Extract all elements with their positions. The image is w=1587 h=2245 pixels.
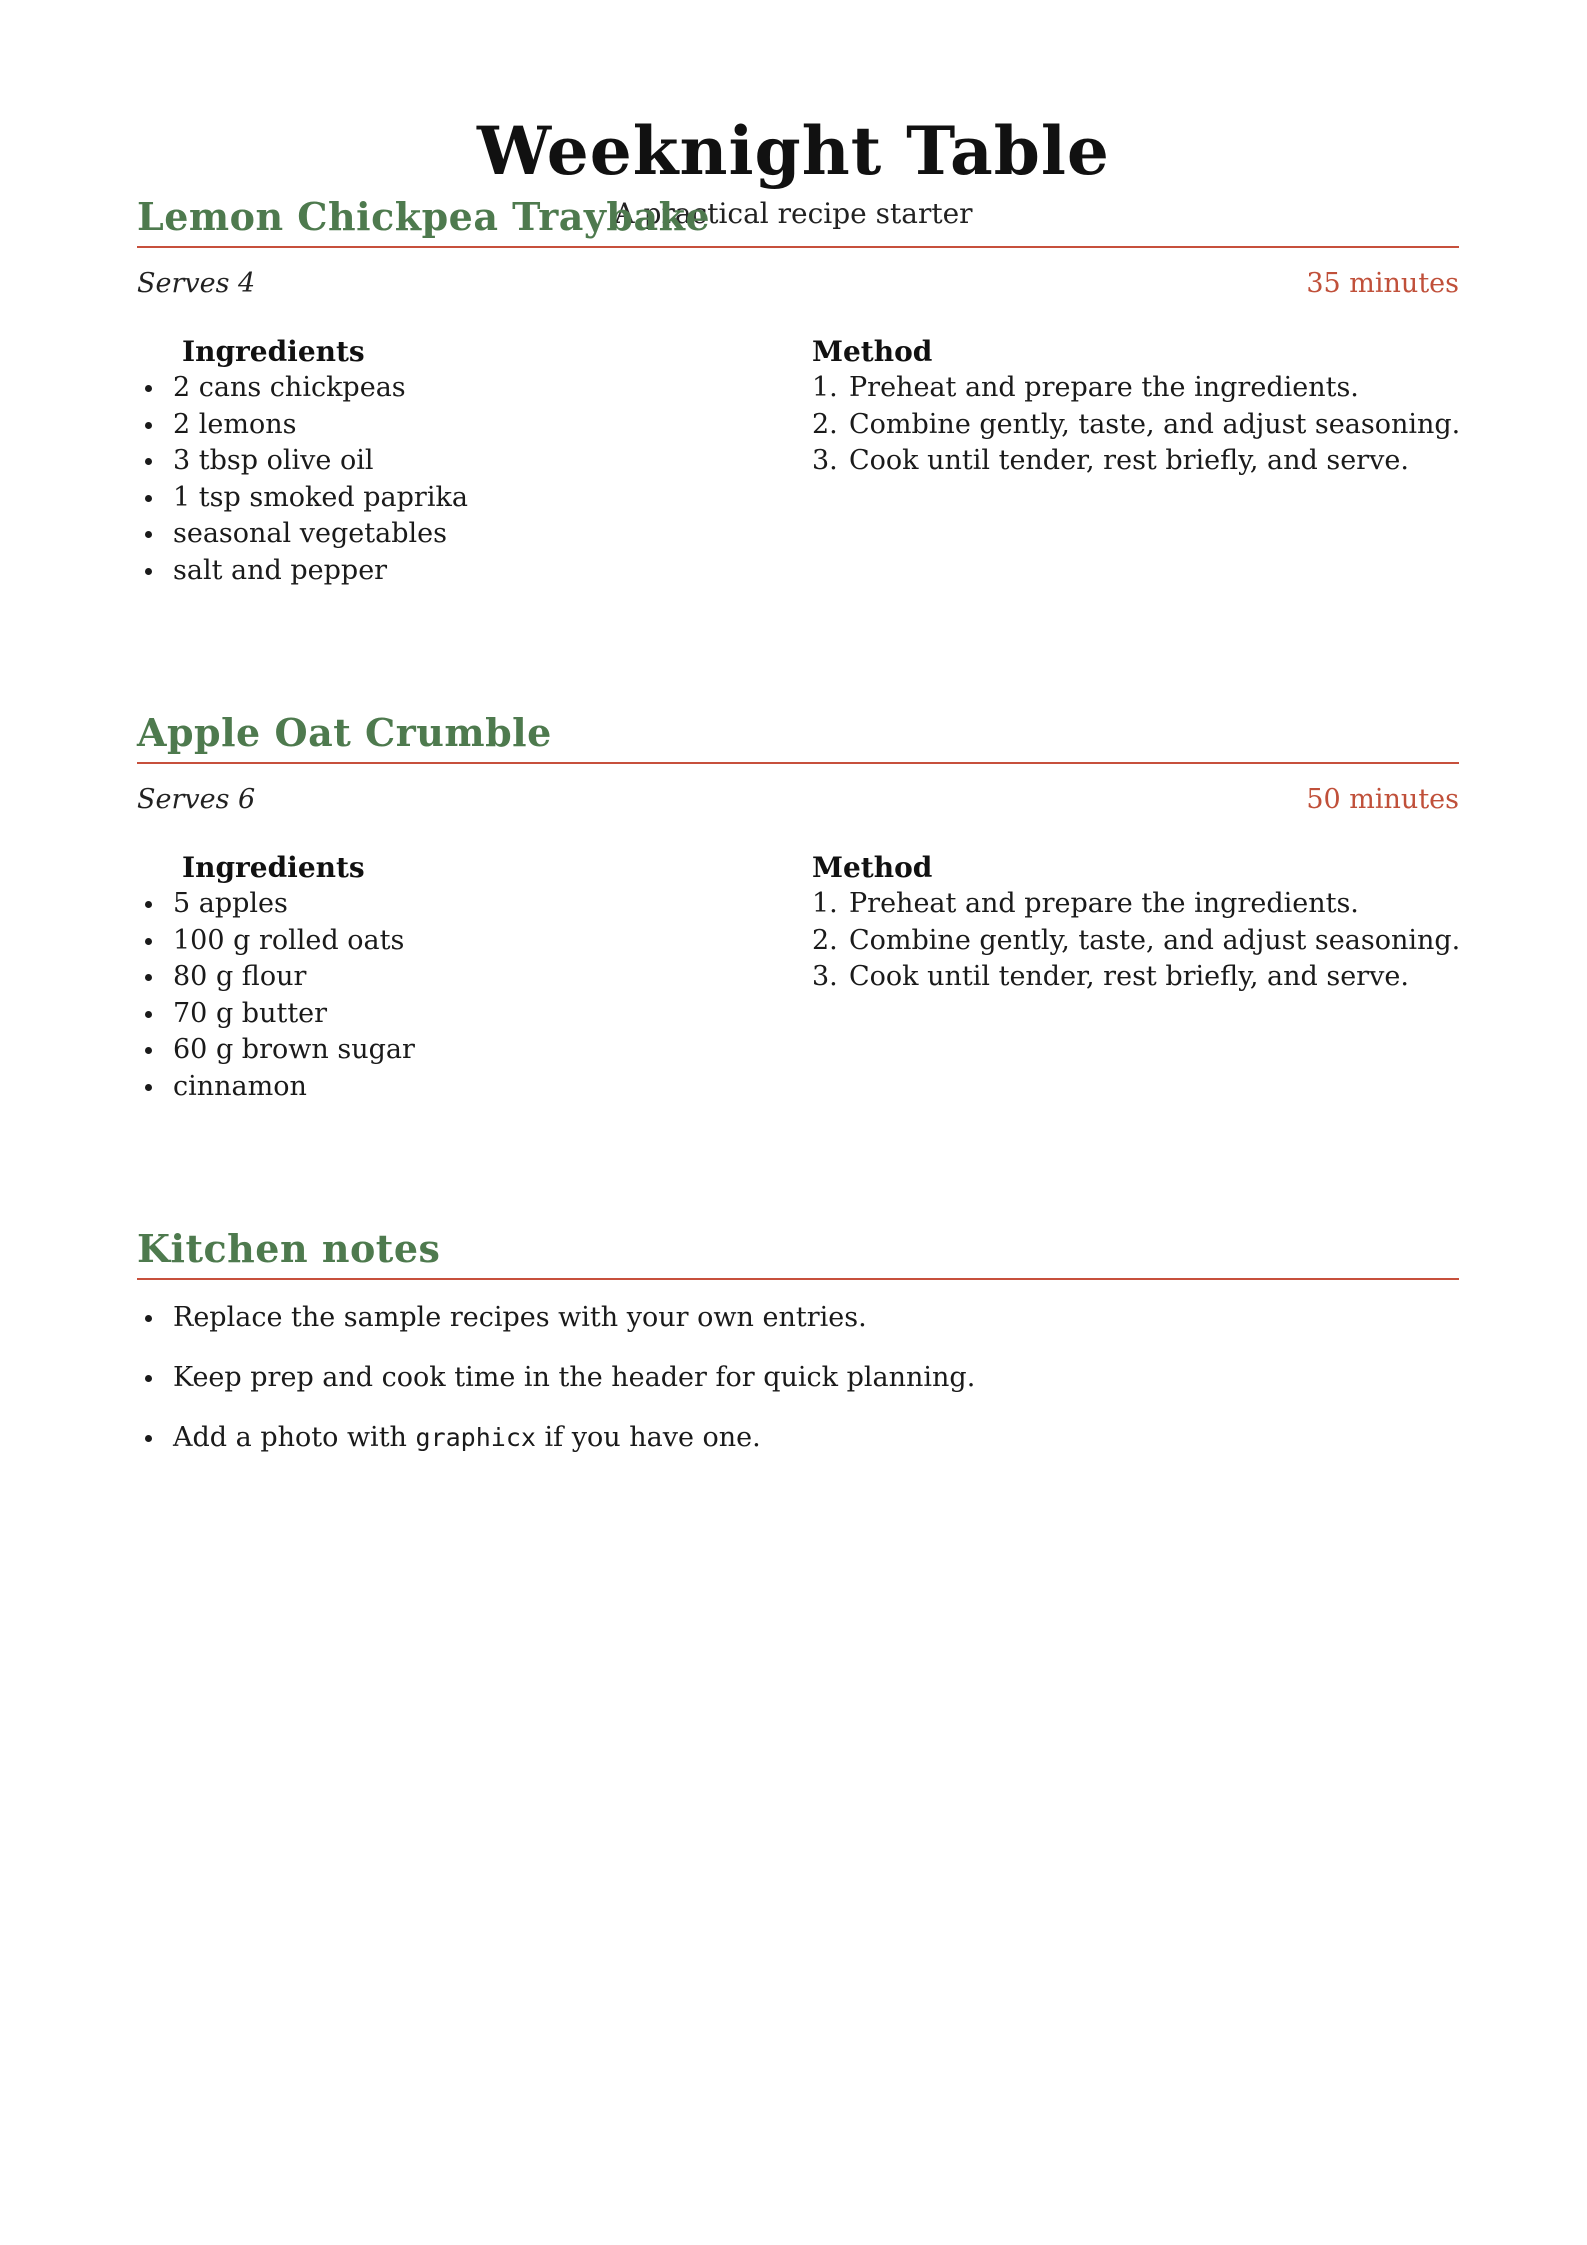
method-heading: Method [812,335,933,368]
method-step: 3. Cook until tender, rest briefly, and serve. [812,443,1462,480]
bullet-icon [145,1084,152,1091]
note-item: Add a photo with graphicx if you have one. [137,1420,1459,1456]
ingredient-item: 1 tsp smoked paprika [137,480,757,517]
method-heading: Method [812,851,933,884]
cook-time: 35 minutes [1306,268,1459,299]
method-column [812,850,1462,996]
bullet-icon [145,974,152,981]
bullet-icon [145,568,152,575]
bullet-icon [145,1435,152,1442]
ingredient-item: 2 lemons [137,407,757,444]
ingredients-heading: Ingredients [182,851,365,884]
serves-label: Serves 4 [137,268,256,299]
notes-heading: Kitchen notes [137,1230,1459,1280]
ingredient-item: 80 g flour [137,959,757,996]
bullet-icon [145,938,152,945]
kitchen-notes-section [137,1226,1459,1480]
bullet-icon [145,495,152,502]
method-step: 2. Combine gently, taste, and adjust seasoning. [812,407,1462,444]
recipe-meta [137,784,1459,824]
step-number: 1. [812,888,838,919]
step-number: 2. [812,924,838,956]
bullet-icon [145,1375,152,1382]
method-step: 1. Preheat and prepare the ingredients. [812,370,1462,407]
document-title: Weeknight Table [477,112,1110,190]
bullet-icon [145,531,152,538]
bullet-icon [145,1315,152,1322]
bullet-icon [145,1011,152,1018]
method-step: 1. Preheat and prepare the ingredients. [812,886,1462,923]
ingredient-item: 2 cans chickpeas [137,370,757,407]
recipe-title: Lemon Chickpea Traybake [137,198,1459,248]
note-item: Keep prep and cook time in the header for quick planning. [137,1360,1459,1396]
ingredients-column [137,334,757,589]
method-list [812,886,1462,996]
ingredients-list [137,886,757,1105]
recipe-meta [137,268,1459,308]
ingredient-item: 5 apples [137,886,757,923]
step-number: 1. [812,372,838,403]
ingredient-item: seasonal vegetables [137,516,757,553]
ingredient-item: 60 g brown sugar [137,1032,757,1069]
ingredient-item: 70 g butter [137,996,757,1033]
method-list [812,370,1462,480]
note-item: Replace the sample recipes with your own entries. [137,1300,1459,1336]
ingredient-item: salt and pepper [137,553,757,590]
step-number: 2. [812,408,838,440]
ingredient-item: 100 g rolled oats [137,923,757,960]
bullet-icon [145,1047,152,1054]
bullet-icon [145,458,152,465]
bullet-icon [145,385,152,392]
document-subtitle: A practical recipe starter [614,197,973,230]
recipe-section-apple-oat-crumble [137,710,1461,1102]
recipe-section-lemon-chickpea-traybake [137,194,1461,586]
ingredients-list [137,370,757,589]
ingredients-heading: Ingredients [182,335,365,368]
step-number: 3. [812,961,838,992]
serves-label: Serves 6 [137,784,256,815]
recipe-title: Apple Oat Crumble [137,714,1459,764]
cook-time: 50 minutes [1306,784,1459,815]
method-column [812,334,1462,480]
method-step: 3. Cook until tender, rest briefly, and serve. [812,959,1462,996]
notes-list [137,1300,1459,1456]
ingredient-item: 3 tbsp olive oil [137,443,757,480]
ingredient-item: cinnamon [137,1069,757,1106]
step-number: 3. [812,445,838,476]
ingredients-column [137,850,757,1105]
bullet-icon [145,901,152,908]
bullet-icon [145,422,152,429]
method-step: 2. Combine gently, taste, and adjust seasoning. [812,923,1462,960]
package-name-code: graphicx [415,1423,536,1452]
